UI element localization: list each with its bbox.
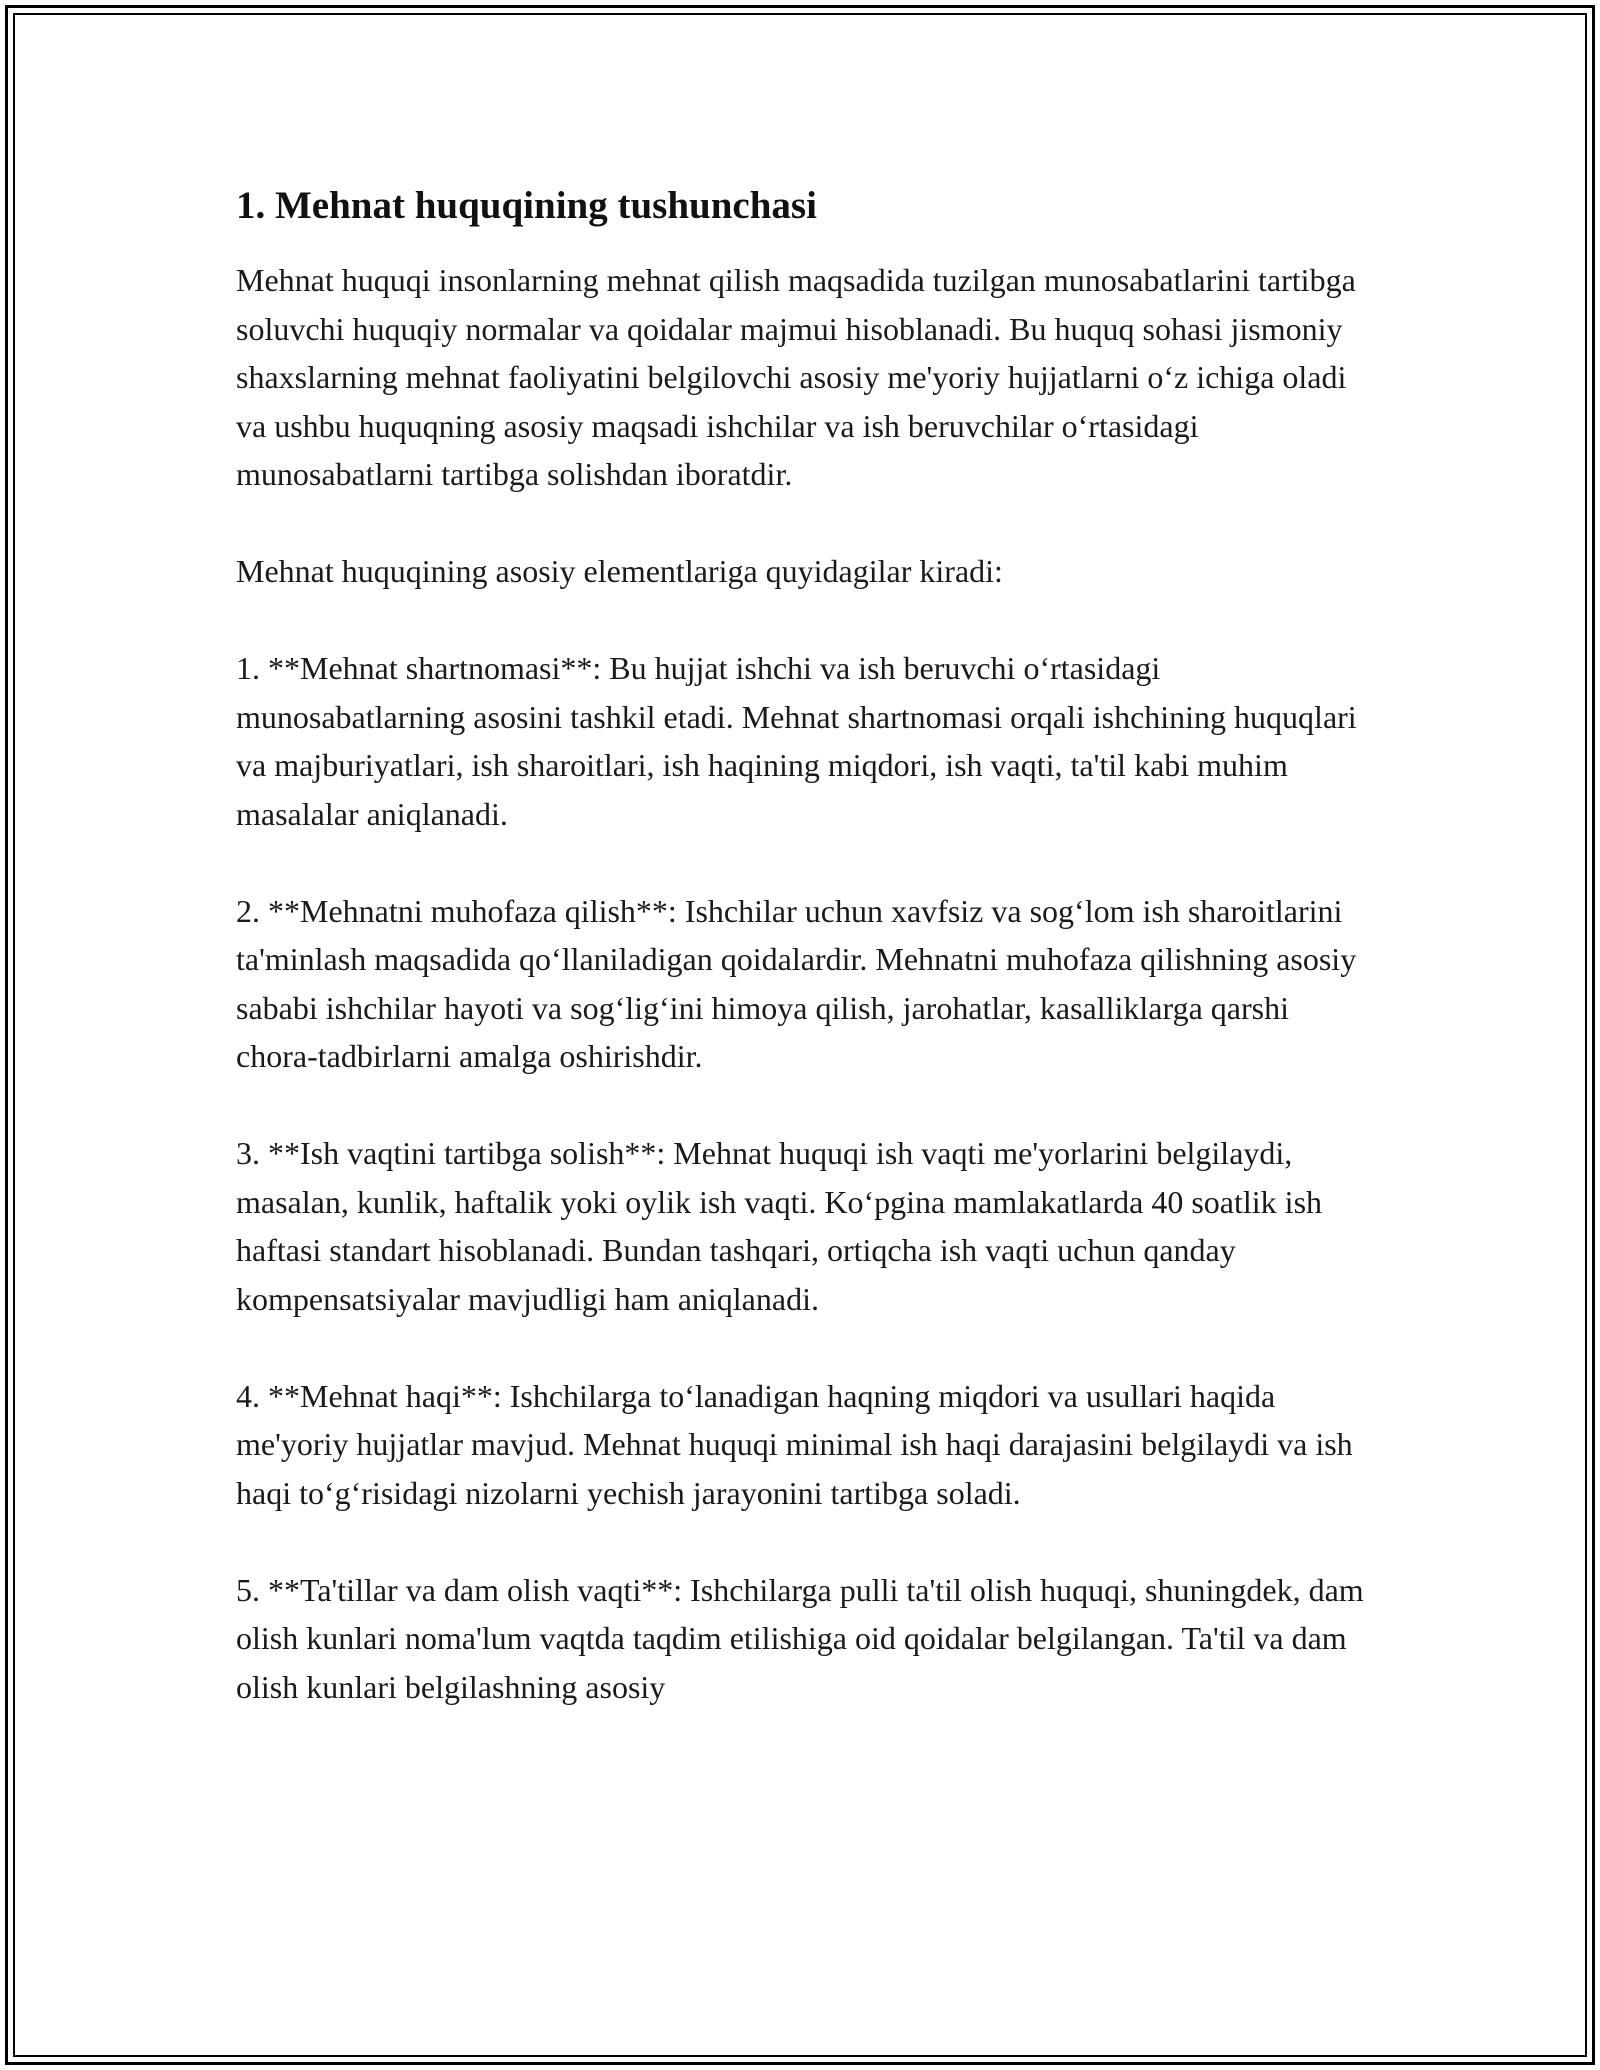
intro-paragraph: Mehnat huquqi insonlarning mehnat qilish maqsadida tuzilgan munosabatlarini tartibga soluvchi huquqiy normalar va qoidalar majmui hisoblanadi. Bu huquq sohasi jismoniy shaxslarning mehnat faoliyatini belgilovchi asosiy me'yoriy hujjatlarni o‘z ichiga oladi va ushbu huquqning asosiy maqsadi ishchilar va ish beruvchilar o‘rtasidagi munosabatlarni tartibga solishdan iboratdir.	[236, 262, 1356, 492]
list-item-employment-contract: 1. **Mehnat shartnomasi**: Bu hujjat ishchi va ish beruvchi o‘rtasidagi munosabatlarning asosini tashkil etadi. Mehnat shartnomasi orqali ishchining huquqlari va majburiyatlari, ish sharoitlari, ish haqining miqdori, ish vaqti, ta'til kabi muhim masalalar aniqlanadi.	[236, 650, 1357, 832]
list-item-wages: 4. **Mehnat haqi**: Ishchilarga to‘lanadigan haqning miqdori va usullari haqida me'yoriy hujjatlar mavjud. Mehnat huquqi minimal ish haqi darajasini belgilaydi va ish haqi to‘g‘risidagi nizolarni yechish jarayonini tartibga soladi.	[236, 1377, 1353, 1511]
list-item-vacations: 5. **Ta'tillar va dam olish vaqti**: Ishchilarga pulli ta'til olish huquqi, shuningdek, dam olish kunlari noma'lum vaqtda taqdim etilishiga oid qoidalar belgilangan. Ta'til va dam olish kunlari belgilashning asosiy	[236, 1571, 1364, 1705]
document-body	[236, 182, 1366, 1760]
section-heading: 1. Mehnat huquqining tushunchasi	[236, 184, 817, 227]
list-item-labor-protection: 2. **Mehnatni muhofaza qilish**: Ishchilar uchun xavfsiz va sog‘lom ish sharoitlarini ta'minlash maqsadida qo‘llaniladigan qoidalardir. Mehnatni muhofaza qilishning asosiy sababi ishchilar hayoti va sog‘lig‘ini himoya qilish, jarohatlar, kasalliklarga qarshi chora-tadbirlarni amalga oshirishdir.	[236, 892, 1357, 1074]
list-item-working-time: 3. **Ish vaqtini tartibga solish**: Mehnat huquqi ish vaqti me'yorlarini belgilaydi, masalan, kunlik, haftalik yoki oylik ish vaqti. Ko‘pgina mamlakatlarda 40 soatlik ish haftasi standart hisoblanadi. Bundan tashqari, ortiqcha ish vaqti uchun qanday kompensatsiyalar mavjudligi ham aniqlanadi.	[236, 1135, 1323, 1317]
elements-lead-in: Mehnat huquqining asosiy elementlariga quyidagilar kiradi:	[236, 553, 1003, 589]
